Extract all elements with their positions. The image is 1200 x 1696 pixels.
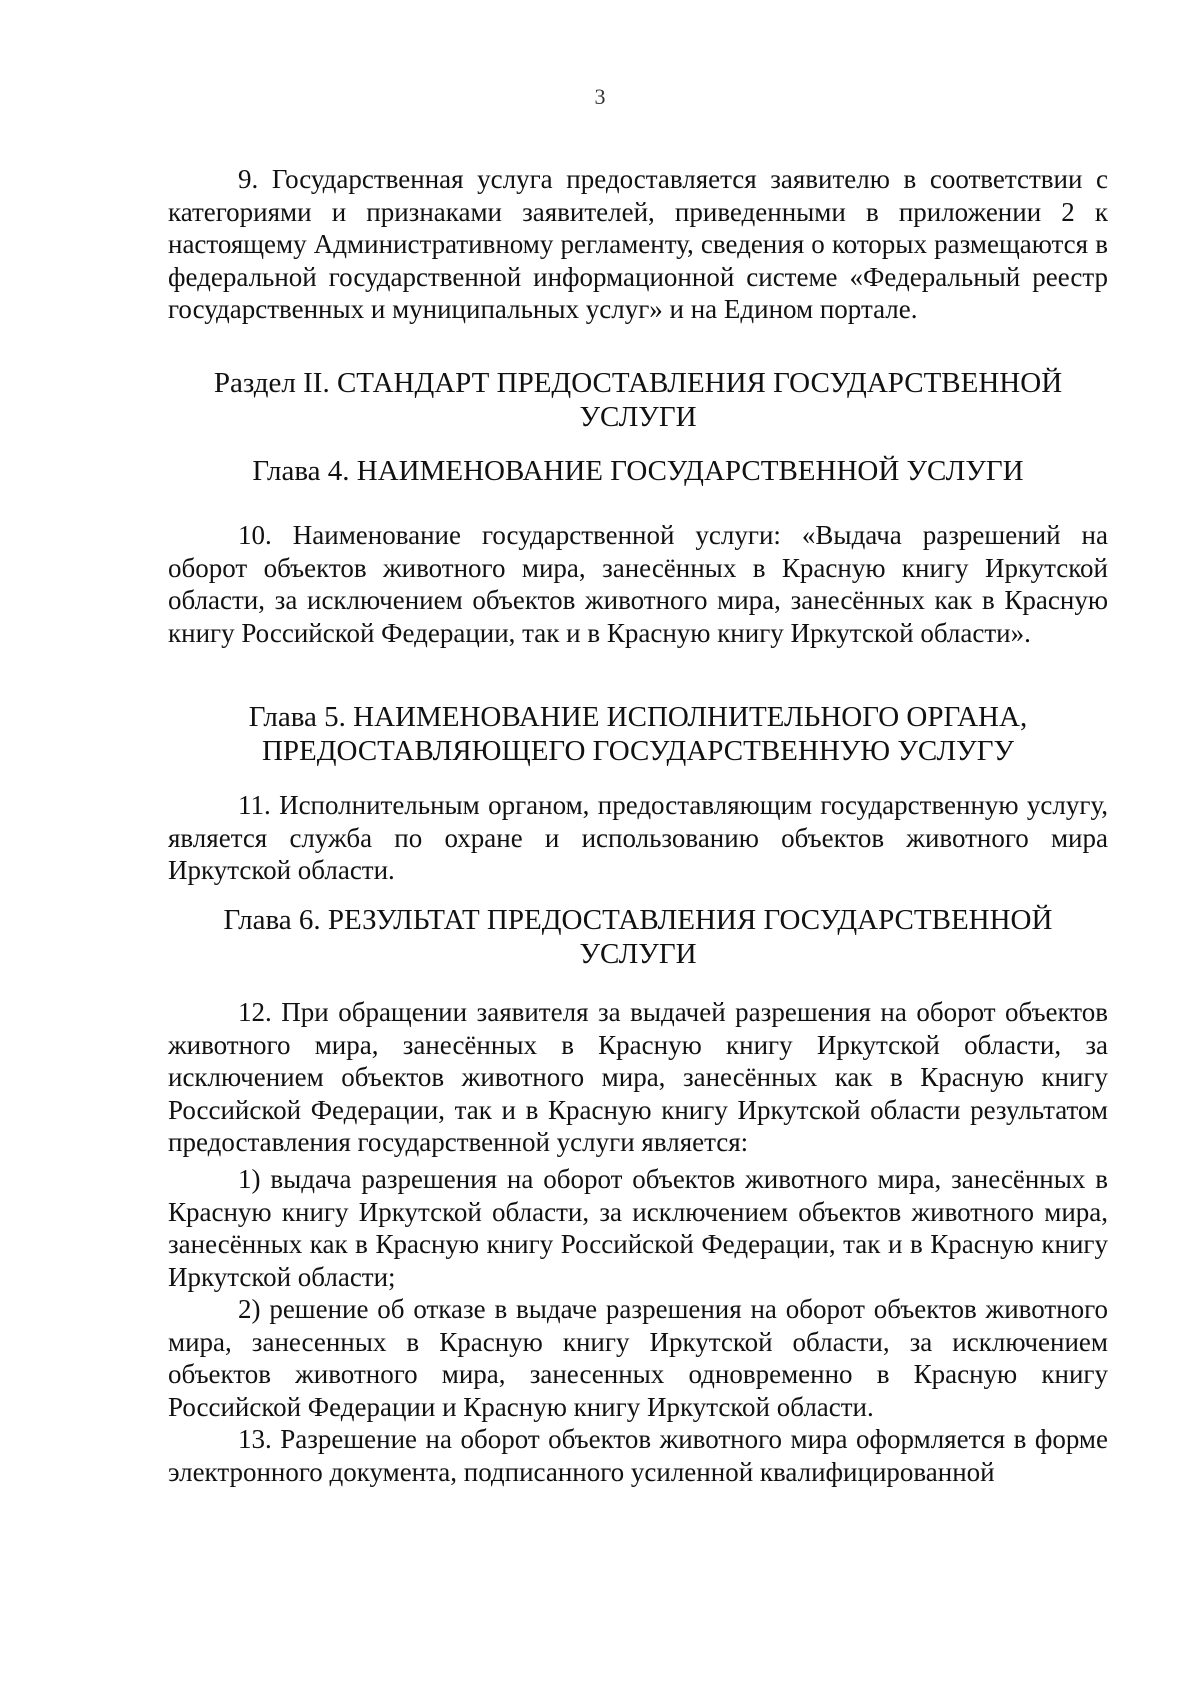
chapter-6-heading-line-2: УСЛУГИ bbox=[579, 938, 697, 970]
chapter-4-heading bbox=[168, 454, 1108, 488]
paragraph-11-block bbox=[168, 789, 1108, 887]
paragraph-12-item-1: 1) выдача разрешения на оборот объектов животного мира, занесённых в Красную книгу Иркутской области, за исключением объектов животного мира, занесённых как в Красную книгу Российской Федерации, так и в Красную книгу Иркутской области; bbox=[168, 1164, 1108, 1292]
section-2-heading bbox=[168, 366, 1108, 434]
paragraph-10-block bbox=[168, 519, 1108, 649]
chapter-6-heading bbox=[168, 903, 1108, 971]
paragraph-10: 10. Наименование государственной услуги: «Выдача разрешений на оборот объектов животного мира, занесённых в Красную книгу Иркутской области, за исключением объектов животного мира, занесённых как в Красную книгу Российской Федерации, так и в Красную книгу Иркутской области». bbox=[168, 520, 1108, 648]
paragraph-12: 12. При обращении заявителя за выдачей разрешения на оборот объектов животного мира, занесённых в Красную книгу Иркутской области, за исключением объектов животного мира, занесённых как в Красную книгу Российской Федерации, так и в Красную книгу Иркутской области результатом предоставления государственной услуги является: bbox=[168, 997, 1108, 1157]
chapter-5-heading bbox=[168, 700, 1108, 768]
page-number: 3 bbox=[594, 84, 606, 109]
section-2-heading-line-1: Раздел II. СТАНДАРТ ПРЕДОСТАВЛЕНИЯ ГОСУДАРСТВЕННОЙ bbox=[213, 367, 1063, 399]
paragraph-9: 9. Государственная услуга предоставляется заявителю в соответствии с категориями и признаками заявителей, приведенными в приложении 2 к настоящему Административному регламенту, сведения о которых размещаются в федеральной государственной информационной системе «Федеральный реестр государственных и муниципальных услуг» и на Едином портале. bbox=[168, 164, 1108, 324]
section-2-heading-line-2: УСЛУГИ bbox=[579, 401, 697, 433]
chapter-5-heading-line-2: ПРЕДОСТАВЛЯЮЩЕГО ГОСУДАРСТВЕННУЮ УСЛУГУ bbox=[261, 735, 1015, 767]
chapter-4-heading-line: Глава 4. НАИМЕНОВАНИЕ ГОСУДАРСТВЕННОЙ УСЛУГИ bbox=[252, 455, 1024, 487]
paragraph-13: 13. Разрешение на оборот объектов животного мира оформляется в форме электронного документа, подписанного усиленной квалифицированной bbox=[168, 1424, 1108, 1487]
paragraph-12-items bbox=[168, 1163, 1108, 1488]
chapter-6-heading-line-1: Глава 6. РЕЗУЛЬТАТ ПРЕДОСТАВЛЕНИЯ ГОСУДАРСТВЕННОЙ bbox=[223, 904, 1053, 936]
chapter-5-heading-line-1: Глава 5. НАИМЕНОВАНИЕ ИСПОЛНИТЕЛЬНОГО ОРГАНА, bbox=[248, 701, 1028, 733]
paragraph-9-block bbox=[168, 163, 1108, 326]
paragraph-11: 11. Исполнительным органом, предоставляющим государственную услугу, является служба по охране и использованию объектов животного мира Иркутской области. bbox=[168, 790, 1108, 885]
paragraph-12-item-2: 2) решение об отказе в выдаче разрешения на оборот объектов животного мира, занесенных в Красную книгу Иркутской области, за исключением объектов животного мира, занесенных одновременно в Красную книгу Российской Федерации и Красную книгу Иркутской области. bbox=[168, 1294, 1108, 1422]
paragraph-12-block bbox=[168, 996, 1108, 1159]
